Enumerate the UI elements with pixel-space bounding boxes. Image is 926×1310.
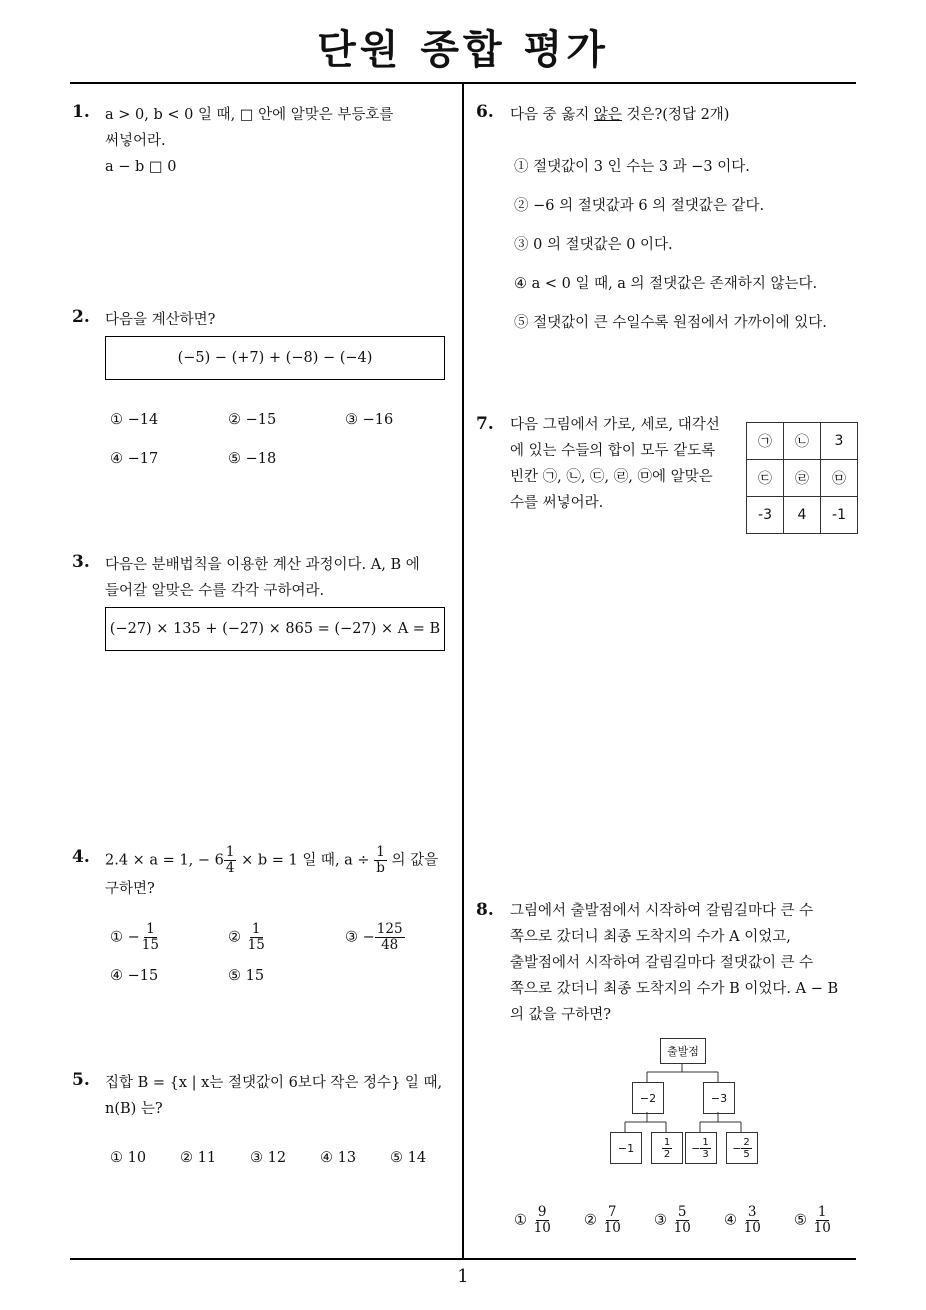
q8-number: 8. — [476, 900, 494, 920]
q8-option-5[interactable] — [794, 1205, 833, 1236]
q3-line2: 들어갈 알맞은 수를 각각 구하여라. — [105, 583, 325, 599]
q8-option-3[interactable] — [654, 1205, 693, 1236]
q8-opt2-d: 10 — [603, 1220, 621, 1236]
q4-mixed-fraction — [224, 845, 237, 876]
q2-text: 다음을 계산하면? — [105, 312, 216, 328]
leaf3-frac — [700, 1137, 710, 1160]
q4-opt3-mark: ③ − — [345, 929, 375, 946]
q8-opt3-n: 5 — [677, 1204, 687, 1220]
q8-opt2-n: 7 — [607, 1204, 617, 1220]
q8-opt4-n: 3 — [747, 1204, 757, 1220]
q8-line3: 출발점에서 시작하여 갈림길마다 절댓값이 큰 수 — [510, 955, 814, 971]
q6-option-5[interactable]: ⑤ 절댓값이 큰 수일수록 원점에서 가까이에 있다. — [514, 315, 827, 331]
page-number: 1 — [457, 1266, 469, 1287]
leaf3-d: 3 — [702, 1148, 709, 1160]
leaf2-frac — [662, 1137, 672, 1160]
q6-option-4[interactable]: ④ a < 0 일 때, a 의 절댓값은 존재하지 않는다. — [514, 276, 818, 292]
q8-option-1[interactable] — [514, 1205, 553, 1236]
q8-opt4-d: 10 — [743, 1220, 761, 1236]
q2-option-2[interactable]: ② −15 — [228, 412, 277, 428]
q4-line2: 구하면? — [105, 881, 155, 897]
leaf3-n: 1 — [702, 1136, 709, 1148]
q3-line1: 다음은 분배법칙을 이용한 계산 과정이다. A, B 에 — [105, 557, 420, 573]
q5-line1: 집합 B = {x | x는 절댓값이 6보다 작은 정수} 일 때, — [105, 1075, 443, 1091]
q4-option-2[interactable] — [228, 922, 267, 953]
q6-option-1[interactable]: ① 절댓값이 3 인 수는 3 과 −3 이다. — [514, 159, 750, 175]
q8-opt5-n: 1 — [817, 1204, 827, 1220]
q1-number: 1. — [72, 102, 90, 122]
grid-cell: 3 — [821, 423, 858, 460]
q8-tree-mid-left: −2 — [632, 1082, 664, 1114]
q5-option-3[interactable]: ③ 12 — [250, 1150, 287, 1166]
q4-line1-b: × b = 1 일 때, a ÷ — [236, 852, 375, 869]
q4-number: 4. — [72, 847, 90, 867]
q4-opt1-d: 15 — [141, 937, 159, 953]
q4-option-3[interactable] — [345, 922, 405, 953]
q3-expression-box: (−27) × 135 + (−27) × 865 = (−27) × A = B — [105, 607, 445, 651]
q5-line2: n(B) 는? — [105, 1101, 163, 1117]
q4-frac2-den: b — [376, 860, 385, 876]
q3-number: 3. — [72, 552, 90, 572]
q8-tree-leaf-3 — [685, 1132, 717, 1164]
q5-number: 5. — [72, 1070, 90, 1090]
q2-option-4[interactable]: ④ −17 — [110, 451, 159, 467]
q2-option-1[interactable]: ① −14 — [110, 412, 159, 428]
q4-opt2-frac — [246, 922, 267, 953]
q4-opt2-n: 1 — [251, 921, 261, 937]
column-divider — [462, 84, 464, 1260]
leaf4-n: 2 — [743, 1136, 750, 1148]
grid-cell: -3 — [747, 497, 784, 534]
q4-opt2-d: 15 — [247, 937, 265, 953]
q4-opt1-n: 1 — [146, 921, 155, 937]
q7-line1: 다음 그림에서 가로, 세로, 대각선 — [510, 417, 720, 433]
grid-cell: ㉢ — [747, 460, 784, 497]
q1-line2: 써넣어라. — [105, 133, 166, 149]
q5-option-5[interactable]: ⑤ 14 — [390, 1150, 427, 1166]
q8-opt4-frac — [742, 1205, 763, 1236]
q8-option-4[interactable] — [724, 1205, 763, 1236]
q8-opt2-mark: ② — [584, 1212, 597, 1229]
q2-expression-box: (−5) − (+7) + (−8) − (−4) — [105, 336, 445, 380]
q4-text — [105, 845, 455, 902]
q8-line1: 그림에서 출발점에서 시작하여 갈림길마다 큰 수 — [510, 903, 814, 919]
q4-opt2-mark: ② — [228, 929, 246, 946]
q8-line4: 쪽으로 갔더니 최종 도착지의 수가 B 이었다. A − B — [510, 981, 839, 997]
q4-option-1[interactable] — [110, 922, 161, 953]
grid-cell: ㉠ — [747, 423, 784, 460]
q8-line5: 의 값을 구하면? — [510, 1007, 612, 1023]
q8-option-2[interactable] — [584, 1205, 623, 1236]
q6-number: 6. — [476, 102, 494, 122]
q6-option-3[interactable]: ③ 0 의 절댓값은 0 이다. — [514, 237, 673, 253]
q8-opt1-frac — [532, 1205, 553, 1236]
q5-option-1[interactable]: ① 10 — [110, 1150, 147, 1166]
q8-tree-leaf-1: −1 — [610, 1132, 642, 1164]
q5-option-4[interactable]: ④ 13 — [320, 1150, 357, 1166]
q4-frac-num: 1 — [225, 844, 235, 860]
q8-text — [510, 898, 855, 1028]
q2-number: 2. — [72, 307, 90, 327]
q8-opt3-d: 10 — [673, 1220, 691, 1236]
grid-cell: -1 — [821, 497, 858, 534]
q3-text — [105, 552, 450, 604]
q8-line2: 쪽으로 갔더니 최종 도착지의 수가 A 이었고, — [510, 929, 791, 945]
q4-line1-c: 의 값을 — [386, 852, 439, 869]
q5-text — [105, 1070, 455, 1122]
q8-opt1-n: 9 — [537, 1204, 547, 1220]
q8-tree-leaf-2 — [651, 1132, 683, 1164]
q8-opt4-mark: ④ — [724, 1212, 737, 1229]
q1-line3: a − b □ 0 — [105, 159, 177, 175]
q5-option-2[interactable]: ② 11 — [180, 1150, 217, 1166]
bottom-rule — [70, 1258, 856, 1260]
q2-option-3[interactable]: ③ −16 — [345, 412, 394, 428]
grid-cell: ㉤ — [821, 460, 858, 497]
q6-option-2[interactable]: ② −6 의 절댓값과 6 의 절댓값은 같다. — [514, 198, 765, 214]
q8-opt5-frac — [812, 1205, 833, 1236]
q8-opt3-mark: ③ — [654, 1212, 667, 1229]
q4-opt3-d: 48 — [381, 937, 399, 953]
q6-text-a: 다음 중 옳지 — [510, 107, 594, 123]
leaf2-d: 2 — [663, 1148, 671, 1160]
leaf4-d: 5 — [743, 1148, 750, 1160]
leaf2-n: 1 — [663, 1136, 671, 1148]
q4-opt1-frac — [140, 922, 161, 953]
q8-tree-leaf-4 — [726, 1132, 758, 1164]
page-title: 단원 종합 평가 — [317, 27, 609, 73]
grid-cell: ㉡ — [784, 423, 821, 460]
q6-text-b: 것은?(정답 2개) — [621, 107, 730, 123]
q7-line2: 에 있는 수들의 합이 모두 같도록 — [510, 443, 716, 459]
leaf3-sign: − — [691, 1141, 701, 1155]
q4-option-5[interactable]: ⑤ 15 — [228, 968, 265, 984]
q8-opt5-d: 10 — [813, 1220, 831, 1236]
q4-opt3-frac — [375, 922, 405, 953]
q8-opt2-frac — [602, 1205, 623, 1236]
q4-line1 — [105, 845, 455, 876]
q7-text — [510, 412, 740, 516]
q2-option-5[interactable]: ⑤ −18 — [228, 451, 277, 467]
q4-fraction-b — [374, 845, 387, 876]
q4-line1-a: 2.4 × a = 1, − 6 — [105, 852, 224, 869]
leaf4-frac — [741, 1137, 751, 1160]
q8-opt5-mark: ⑤ — [794, 1212, 807, 1229]
q4-opt3-n: 125 — [376, 921, 403, 937]
grid-cell: 4 — [784, 497, 821, 534]
q8-tree-mid-right: −3 — [703, 1082, 735, 1114]
q7-line3: 빈칸 ㉠, ㉡, ㉢, ㉣, ㉤에 알맞은 — [510, 469, 713, 485]
q4-frac2-num: 1 — [376, 844, 385, 860]
q7-magic-square — [746, 422, 858, 534]
q8-opt3-frac — [672, 1205, 693, 1236]
q7-line4: 수를 써넣어라. — [510, 495, 604, 511]
q1-text — [105, 102, 450, 180]
q1-line1: a > 0, b < 0 일 때, □ 안에 알맞은 부등호를 — [105, 107, 394, 123]
q7-number: 7. — [476, 414, 494, 434]
q8-opt1-mark: ① — [514, 1212, 527, 1229]
q8-tree-start: 출발점 — [660, 1038, 706, 1064]
grid-cell: ㉣ — [784, 460, 821, 497]
q6-text — [510, 102, 729, 128]
leaf4-sign: − — [732, 1141, 742, 1155]
q4-opt1-mark: ① − — [110, 929, 140, 946]
q4-frac-den: 4 — [225, 860, 235, 876]
q4-option-4[interactable]: ④ −15 — [110, 968, 159, 984]
q6-text-underlined: 않은 — [593, 107, 622, 123]
q8-opt1-d: 10 — [533, 1220, 551, 1236]
